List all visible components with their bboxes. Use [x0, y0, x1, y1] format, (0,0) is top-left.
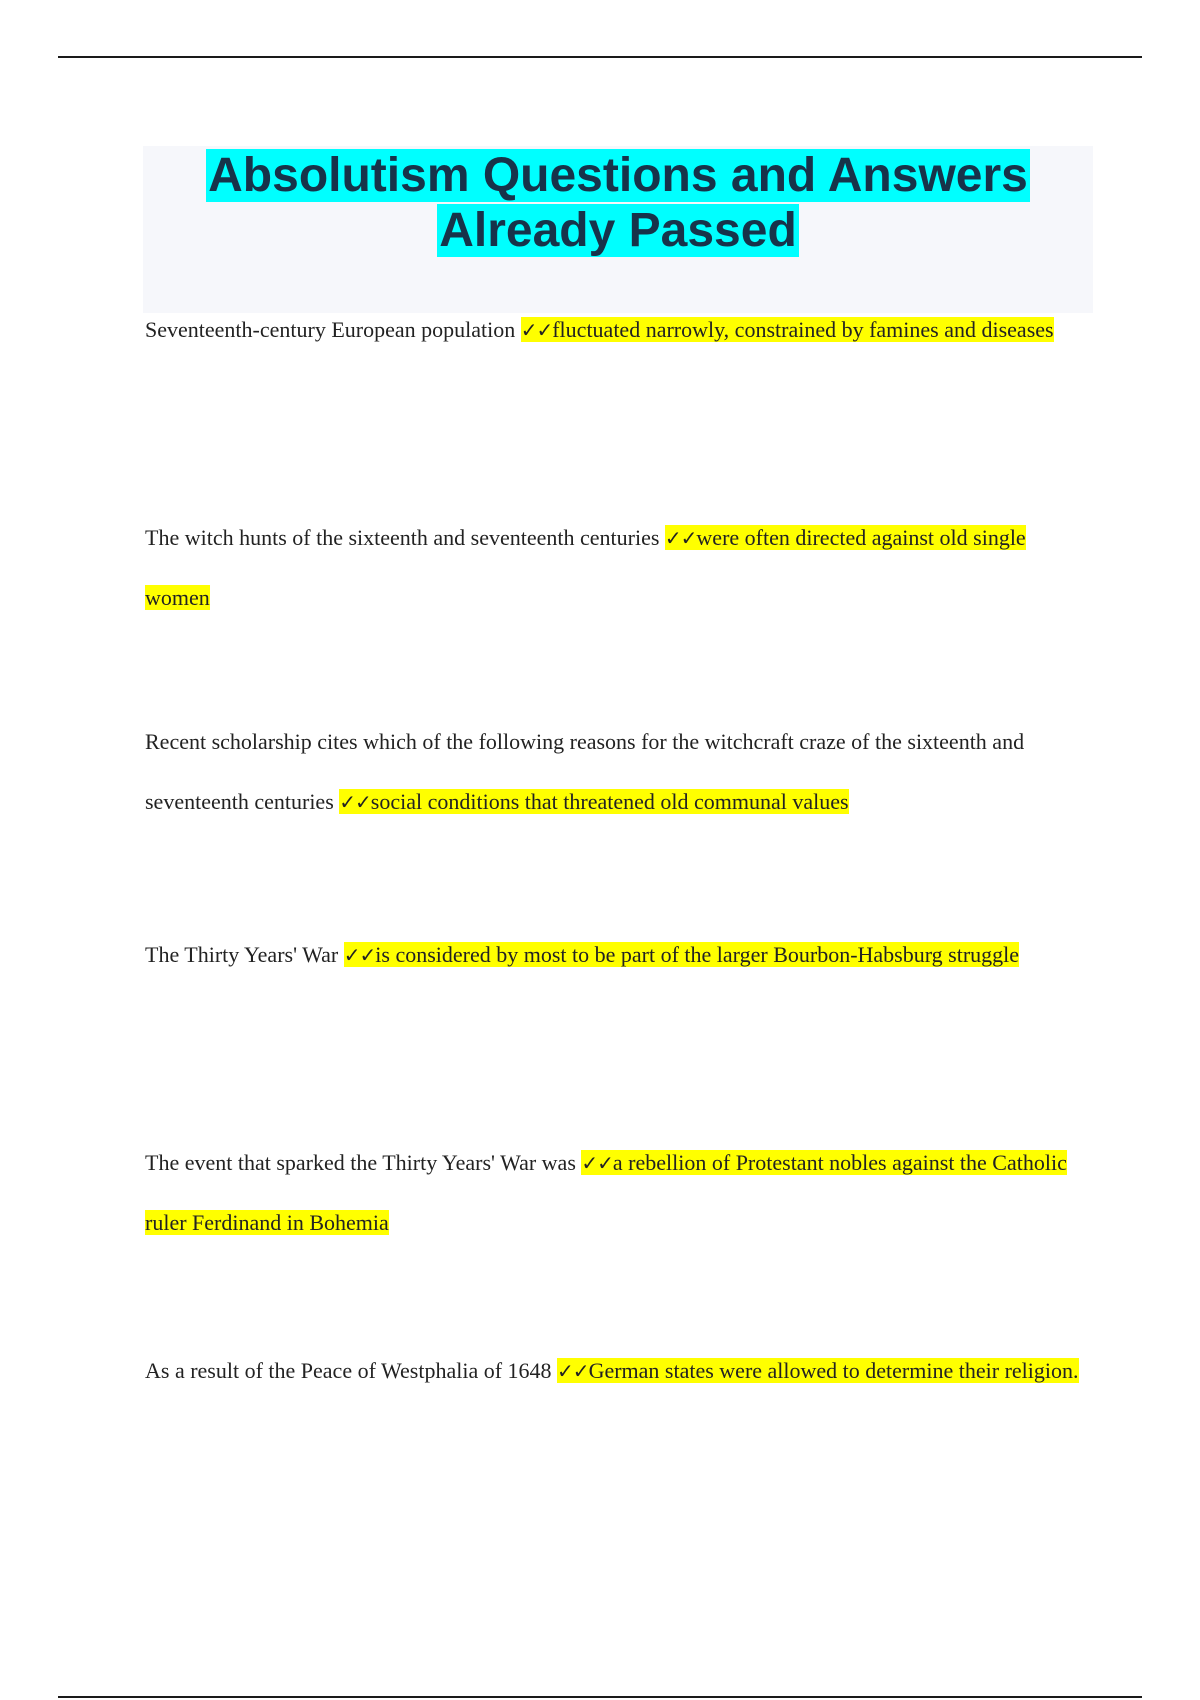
document-title: [143, 146, 1093, 258]
answer-text: fluctuated narrowly, constrained by famines and diseases: [552, 317, 1054, 342]
question-text: Seventeenth-century European population: [145, 317, 521, 342]
question-text: The witch hunts of the sixteenth and seventeenth centuries: [145, 525, 665, 550]
answer-highlight: [557, 1358, 1078, 1383]
qa-item-4: [145, 925, 1090, 985]
qa-item-3: [145, 712, 1090, 832]
answer-text: is considered by most to be part of the larger Bourbon-Habsburg struggle: [375, 942, 1020, 967]
question-text: The event that sparked the Thirty Years' War was: [145, 1150, 582, 1175]
check-icon: ✓✓: [339, 790, 371, 814]
answer-text: German states were allowed to determine their religion.: [588, 1358, 1079, 1383]
question-text: As a result of the Peace of Westphalia of 1648: [145, 1358, 558, 1383]
check-icon: ✓✓: [664, 526, 697, 550]
title-line-2: Already Passed: [439, 204, 797, 257]
qa-item-2: [145, 508, 1090, 628]
title-line-1: Absolutism Questions and Answers: [208, 149, 1028, 202]
answer-text: social conditions that threatened old communal values: [370, 789, 849, 814]
top-rule: [58, 56, 1142, 58]
check-icon: ✓✓: [557, 1359, 589, 1383]
answer-highlight: [521, 317, 1054, 342]
check-icon: ✓✓: [581, 1151, 613, 1175]
qa-item-6: [145, 1341, 1090, 1401]
question-text: Recent scholarship cites which of the following reasons for the witchcraft craze of the sixteenth and seventeenth centuries: [145, 729, 1025, 814]
check-icon: ✓✓: [520, 318, 553, 342]
title-band: [143, 146, 1093, 313]
question-text: The Thirty Years' War: [145, 942, 344, 967]
bottom-rule: [58, 1696, 1142, 1698]
qa-item-5: [145, 1133, 1090, 1253]
answer-text: were often directed against old single women: [145, 525, 1026, 610]
qa-item-1: [145, 300, 1090, 360]
answer-highlight: [344, 942, 1019, 967]
answer-text: a rebellion of Protestant nobles against the Catholic ruler Ferdinand in Bohemia: [145, 1150, 1067, 1235]
check-icon: ✓✓: [343, 943, 376, 967]
answer-highlight: [339, 789, 848, 814]
